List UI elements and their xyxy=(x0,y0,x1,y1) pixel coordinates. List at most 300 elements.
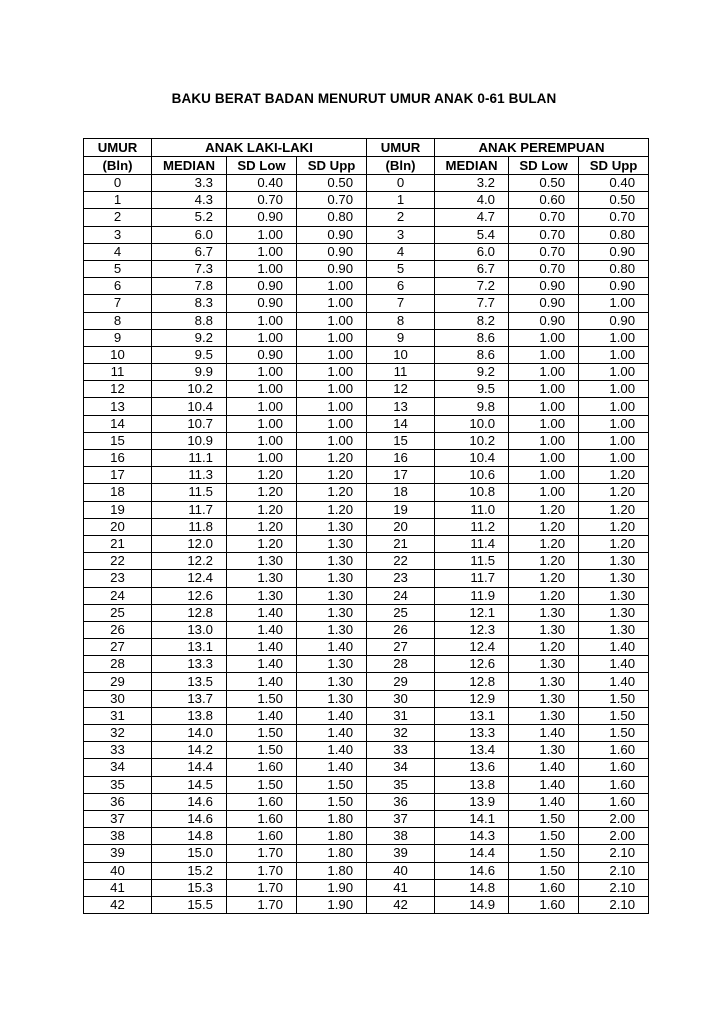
cell-sdlow-girls: 0.70 xyxy=(509,209,579,226)
cell-sdlow-boys: 1.70 xyxy=(227,845,297,862)
table-row xyxy=(84,278,649,295)
table-row xyxy=(84,346,649,363)
col-header-sdupp-boys: SD Upp xyxy=(297,157,367,175)
cell-median-girls: 10.8 xyxy=(435,484,509,501)
table-row xyxy=(84,656,649,673)
cell-median-boys: 6.7 xyxy=(152,243,227,260)
table-row xyxy=(84,759,649,776)
cell-median-boys: 9.2 xyxy=(152,329,227,346)
cell-median-girls: 6.0 xyxy=(435,243,509,260)
cell-sdlow-boys: 1.40 xyxy=(227,604,297,621)
cell-median-boys: 4.3 xyxy=(152,192,227,209)
cell-median-boys: 14.6 xyxy=(152,793,227,810)
cell-umur-girls: 41 xyxy=(367,879,435,896)
cell-sdlow-boys: 1.60 xyxy=(227,828,297,845)
cell-sdupp-girls: 2.10 xyxy=(579,862,649,879)
cell-sdupp-girls: 0.70 xyxy=(579,209,649,226)
cell-sdupp-boys: 1.80 xyxy=(297,828,367,845)
cell-umur-boys: 31 xyxy=(84,707,152,724)
cell-sdlow-girls: 1.60 xyxy=(509,896,579,913)
cell-sdlow-girls: 1.40 xyxy=(509,759,579,776)
table-row xyxy=(84,570,649,587)
cell-sdupp-boys: 1.00 xyxy=(297,415,367,432)
cell-sdlow-boys: 1.70 xyxy=(227,879,297,896)
cell-median-girls: 12.1 xyxy=(435,604,509,621)
cell-sdupp-boys: 1.00 xyxy=(297,329,367,346)
cell-sdlow-boys: 1.00 xyxy=(227,260,297,277)
table-row xyxy=(84,776,649,793)
cell-median-girls: 5.4 xyxy=(435,226,509,243)
cell-sdlow-boys: 1.50 xyxy=(227,776,297,793)
header-row-2 xyxy=(84,157,649,175)
cell-sdlow-boys: 1.00 xyxy=(227,415,297,432)
table-row xyxy=(84,450,649,467)
cell-umur-boys: 20 xyxy=(84,518,152,535)
cell-sdupp-girls: 1.30 xyxy=(579,553,649,570)
table-row xyxy=(84,587,649,604)
cell-umur-boys: 40 xyxy=(84,862,152,879)
cell-median-boys: 7.3 xyxy=(152,260,227,277)
cell-umur-boys: 0 xyxy=(84,175,152,192)
cell-median-girls: 12.4 xyxy=(435,639,509,656)
table-row xyxy=(84,725,649,742)
cell-sdupp-boys: 1.30 xyxy=(297,535,367,552)
cell-sdupp-boys: 1.30 xyxy=(297,570,367,587)
cell-sdupp-girls: 2.00 xyxy=(579,810,649,827)
cell-sdlow-boys: 0.90 xyxy=(227,278,297,295)
cell-sdlow-girls: 1.00 xyxy=(509,415,579,432)
cell-sdlow-girls: 1.00 xyxy=(509,484,579,501)
cell-median-boys: 12.6 xyxy=(152,587,227,604)
cell-umur-girls: 5 xyxy=(367,260,435,277)
cell-sdlow-girls: 1.50 xyxy=(509,810,579,827)
cell-umur-boys: 8 xyxy=(84,312,152,329)
col-header-boys-group: ANAK LAKI-LAKI xyxy=(152,139,367,157)
cell-sdupp-boys: 1.80 xyxy=(297,862,367,879)
cell-sdupp-boys: 1.30 xyxy=(297,673,367,690)
cell-umur-boys: 7 xyxy=(84,295,152,312)
cell-sdlow-girls: 1.50 xyxy=(509,845,579,862)
cell-umur-boys: 3 xyxy=(84,226,152,243)
cell-umur-girls: 22 xyxy=(367,553,435,570)
cell-umur-boys: 33 xyxy=(84,742,152,759)
cell-sdupp-boys: 1.20 xyxy=(297,484,367,501)
cell-umur-girls: 23 xyxy=(367,570,435,587)
cell-sdlow-girls: 1.00 xyxy=(509,364,579,381)
cell-median-girls: 11.7 xyxy=(435,570,509,587)
cell-sdupp-girls: 2.10 xyxy=(579,896,649,913)
cell-sdlow-boys: 1.00 xyxy=(227,364,297,381)
cell-sdupp-girls: 1.30 xyxy=(579,604,649,621)
cell-median-girls: 14.4 xyxy=(435,845,509,862)
cell-umur-girls: 26 xyxy=(367,621,435,638)
cell-sdupp-boys: 1.00 xyxy=(297,312,367,329)
cell-umur-boys: 41 xyxy=(84,879,152,896)
cell-umur-girls: 11 xyxy=(367,364,435,381)
cell-sdlow-boys: 1.20 xyxy=(227,484,297,501)
cell-median-girls: 14.8 xyxy=(435,879,509,896)
table-row xyxy=(84,621,649,638)
cell-umur-boys: 23 xyxy=(84,570,152,587)
cell-sdlow-girls: 1.20 xyxy=(509,587,579,604)
cell-sdlow-boys: 1.60 xyxy=(227,810,297,827)
cell-sdupp-girls: 1.00 xyxy=(579,295,649,312)
cell-sdupp-boys: 1.40 xyxy=(297,759,367,776)
cell-sdupp-boys: 1.20 xyxy=(297,501,367,518)
cell-sdlow-boys: 1.50 xyxy=(227,742,297,759)
cell-sdlow-girls: 1.20 xyxy=(509,501,579,518)
cell-median-girls: 14.9 xyxy=(435,896,509,913)
cell-sdupp-girls: 1.50 xyxy=(579,707,649,724)
table-row xyxy=(84,896,649,913)
cell-umur-girls: 15 xyxy=(367,432,435,449)
cell-umur-girls: 4 xyxy=(367,243,435,260)
cell-umur-boys: 24 xyxy=(84,587,152,604)
cell-sdupp-boys: 1.90 xyxy=(297,896,367,913)
cell-umur-boys: 1 xyxy=(84,192,152,209)
cell-sdlow-boys: 1.00 xyxy=(227,312,297,329)
cell-sdupp-girls: 1.00 xyxy=(579,346,649,363)
cell-sdlow-boys: 1.00 xyxy=(227,432,297,449)
col-header-median-boys: MEDIAN xyxy=(152,157,227,175)
cell-median-girls: 14.1 xyxy=(435,810,509,827)
cell-median-boys: 10.9 xyxy=(152,432,227,449)
cell-median-boys: 15.3 xyxy=(152,879,227,896)
table-row xyxy=(84,432,649,449)
cell-sdlow-boys: 1.20 xyxy=(227,501,297,518)
cell-umur-boys: 29 xyxy=(84,673,152,690)
cell-median-boys: 15.2 xyxy=(152,862,227,879)
table-row xyxy=(84,484,649,501)
table-row xyxy=(84,312,649,329)
cell-median-boys: 13.3 xyxy=(152,656,227,673)
cell-median-boys: 13.5 xyxy=(152,673,227,690)
cell-sdlow-girls: 0.70 xyxy=(509,260,579,277)
table-row xyxy=(84,226,649,243)
cell-median-boys: 11.7 xyxy=(152,501,227,518)
cell-sdupp-girls: 0.80 xyxy=(579,260,649,277)
cell-sdlow-girls: 1.30 xyxy=(509,656,579,673)
col-header-girls-group: ANAK PEREMPUAN xyxy=(435,139,649,157)
cell-median-girls: 8.6 xyxy=(435,346,509,363)
cell-umur-boys: 6 xyxy=(84,278,152,295)
cell-sdupp-girls: 1.40 xyxy=(579,639,649,656)
cell-median-girls: 12.9 xyxy=(435,690,509,707)
table-row xyxy=(84,518,649,535)
cell-sdlow-girls: 0.90 xyxy=(509,278,579,295)
col-header-unit-girls: (Bln) xyxy=(367,157,435,175)
cell-sdupp-boys: 1.80 xyxy=(297,845,367,862)
cell-umur-boys: 27 xyxy=(84,639,152,656)
cell-sdupp-girls: 1.60 xyxy=(579,793,649,810)
cell-median-girls: 3.2 xyxy=(435,175,509,192)
cell-median-boys: 11.8 xyxy=(152,518,227,535)
cell-sdlow-girls: 1.30 xyxy=(509,673,579,690)
cell-median-boys: 14.8 xyxy=(152,828,227,845)
cell-sdlow-boys: 1.30 xyxy=(227,587,297,604)
cell-median-boys: 10.7 xyxy=(152,415,227,432)
cell-umur-girls: 14 xyxy=(367,415,435,432)
cell-sdupp-boys: 1.00 xyxy=(297,295,367,312)
cell-sdlow-boys: 1.00 xyxy=(227,450,297,467)
cell-sdupp-girls: 1.30 xyxy=(579,587,649,604)
table-row xyxy=(84,175,649,192)
cell-umur-girls: 13 xyxy=(367,398,435,415)
cell-umur-boys: 9 xyxy=(84,329,152,346)
cell-sdlow-boys: 1.20 xyxy=(227,467,297,484)
cell-median-girls: 7.7 xyxy=(435,295,509,312)
cell-median-girls: 8.6 xyxy=(435,329,509,346)
cell-sdupp-boys: 0.80 xyxy=(297,209,367,226)
cell-umur-boys: 4 xyxy=(84,243,152,260)
cell-umur-girls: 18 xyxy=(367,484,435,501)
cell-sdlow-girls: 1.60 xyxy=(509,879,579,896)
cell-median-girls: 10.4 xyxy=(435,450,509,467)
cell-median-boys: 10.2 xyxy=(152,381,227,398)
cell-umur-girls: 36 xyxy=(367,793,435,810)
cell-sdlow-girls: 1.20 xyxy=(509,553,579,570)
cell-median-girls: 7.2 xyxy=(435,278,509,295)
cell-sdlow-girls: 1.20 xyxy=(509,535,579,552)
table-row xyxy=(84,295,649,312)
col-header-sdlow-girls: SD Low xyxy=(509,157,579,175)
cell-median-boys: 11.1 xyxy=(152,450,227,467)
cell-umur-boys: 30 xyxy=(84,690,152,707)
cell-sdlow-girls: 0.50 xyxy=(509,175,579,192)
cell-median-girls: 13.8 xyxy=(435,776,509,793)
cell-umur-boys: 32 xyxy=(84,725,152,742)
cell-sdlow-boys: 1.60 xyxy=(227,793,297,810)
cell-sdupp-girls: 1.00 xyxy=(579,415,649,432)
cell-median-girls: 4.7 xyxy=(435,209,509,226)
cell-median-girls: 13.4 xyxy=(435,742,509,759)
table-row xyxy=(84,467,649,484)
cell-sdlow-girls: 1.40 xyxy=(509,725,579,742)
cell-umur-girls: 38 xyxy=(367,828,435,845)
cell-sdlow-girls: 1.20 xyxy=(509,639,579,656)
cell-sdlow-boys: 1.00 xyxy=(227,226,297,243)
col-header-sdupp-girls: SD Upp xyxy=(579,157,649,175)
cell-umur-girls: 33 xyxy=(367,742,435,759)
document-title: BAKU BERAT BADAN MENURUT UMUR ANAK 0-61 BULAN xyxy=(171,91,557,106)
cell-sdlow-boys: 1.00 xyxy=(227,243,297,260)
cell-median-boys: 12.0 xyxy=(152,535,227,552)
cell-sdlow-girls: 1.00 xyxy=(509,450,579,467)
cell-sdlow-girls: 1.40 xyxy=(509,793,579,810)
table-row xyxy=(84,381,649,398)
cell-median-girls: 12.3 xyxy=(435,621,509,638)
cell-umur-girls: 25 xyxy=(367,604,435,621)
cell-sdlow-boys: 1.30 xyxy=(227,570,297,587)
cell-sdupp-boys: 1.20 xyxy=(297,450,367,467)
cell-umur-girls: 37 xyxy=(367,810,435,827)
cell-sdlow-girls: 1.50 xyxy=(509,862,579,879)
cell-median-boys: 7.8 xyxy=(152,278,227,295)
cell-median-boys: 5.2 xyxy=(152,209,227,226)
weight-for-age-table xyxy=(83,138,649,914)
cell-median-boys: 13.8 xyxy=(152,707,227,724)
col-header-sdlow-boys: SD Low xyxy=(227,157,297,175)
table-row xyxy=(84,707,649,724)
cell-sdupp-boys: 1.50 xyxy=(297,776,367,793)
cell-umur-boys: 2 xyxy=(84,209,152,226)
cell-median-girls: 12.8 xyxy=(435,673,509,690)
table-row xyxy=(84,673,649,690)
cell-umur-girls: 12 xyxy=(367,381,435,398)
cell-umur-girls: 0 xyxy=(367,175,435,192)
cell-sdupp-girls: 1.20 xyxy=(579,484,649,501)
cell-median-boys: 15.5 xyxy=(152,896,227,913)
cell-umur-girls: 32 xyxy=(367,725,435,742)
cell-sdupp-boys: 1.00 xyxy=(297,381,367,398)
cell-median-boys: 11.3 xyxy=(152,467,227,484)
cell-sdupp-girls: 1.60 xyxy=(579,742,649,759)
cell-median-boys: 9.5 xyxy=(152,346,227,363)
cell-sdupp-girls: 0.90 xyxy=(579,312,649,329)
table-row xyxy=(84,209,649,226)
table-row xyxy=(84,879,649,896)
cell-median-girls: 9.8 xyxy=(435,398,509,415)
cell-umur-boys: 21 xyxy=(84,535,152,552)
cell-median-boys: 14.4 xyxy=(152,759,227,776)
cell-sdlow-girls: 0.60 xyxy=(509,192,579,209)
cell-umur-girls: 21 xyxy=(367,535,435,552)
cell-sdupp-girls: 1.40 xyxy=(579,656,649,673)
cell-umur-boys: 26 xyxy=(84,621,152,638)
cell-umur-boys: 37 xyxy=(84,810,152,827)
table-row xyxy=(84,398,649,415)
cell-sdupp-girls: 1.30 xyxy=(579,621,649,638)
cell-umur-girls: 27 xyxy=(367,639,435,656)
col-header-median-girls: MEDIAN xyxy=(435,157,509,175)
cell-sdupp-boys: 1.00 xyxy=(297,364,367,381)
cell-sdlow-boys: 0.90 xyxy=(227,209,297,226)
cell-umur-boys: 25 xyxy=(84,604,152,621)
cell-sdlow-boys: 1.00 xyxy=(227,329,297,346)
cell-median-girls: 11.9 xyxy=(435,587,509,604)
cell-umur-girls: 40 xyxy=(367,862,435,879)
cell-sdlow-boys: 1.20 xyxy=(227,535,297,552)
cell-sdlow-boys: 1.50 xyxy=(227,690,297,707)
cell-umur-girls: 16 xyxy=(367,450,435,467)
cell-sdupp-girls: 0.50 xyxy=(579,192,649,209)
cell-sdlow-boys: 1.40 xyxy=(227,621,297,638)
cell-sdlow-boys: 1.20 xyxy=(227,518,297,535)
cell-sdupp-girls: 1.00 xyxy=(579,450,649,467)
cell-sdupp-girls: 1.00 xyxy=(579,329,649,346)
cell-median-girls: 11.4 xyxy=(435,535,509,552)
cell-sdupp-girls: 1.00 xyxy=(579,381,649,398)
col-header-umur-boys: UMUR xyxy=(84,139,152,157)
cell-median-boys: 10.4 xyxy=(152,398,227,415)
table-row xyxy=(84,810,649,827)
cell-sdupp-boys: 1.00 xyxy=(297,278,367,295)
cell-sdupp-boys: 1.20 xyxy=(297,467,367,484)
cell-median-girls: 13.1 xyxy=(435,707,509,724)
cell-sdlow-boys: 1.70 xyxy=(227,862,297,879)
cell-median-boys: 11.5 xyxy=(152,484,227,501)
table-row xyxy=(84,329,649,346)
cell-sdlow-girls: 0.90 xyxy=(509,295,579,312)
cell-sdupp-boys: 0.90 xyxy=(297,226,367,243)
cell-sdupp-boys: 0.90 xyxy=(297,243,367,260)
cell-umur-boys: 36 xyxy=(84,793,152,810)
cell-median-boys: 14.5 xyxy=(152,776,227,793)
cell-sdupp-girls: 1.40 xyxy=(579,673,649,690)
cell-median-girls: 12.6 xyxy=(435,656,509,673)
cell-sdupp-girls: 0.90 xyxy=(579,278,649,295)
cell-sdupp-boys: 1.40 xyxy=(297,742,367,759)
cell-sdupp-girls: 1.00 xyxy=(579,432,649,449)
cell-sdupp-boys: 1.30 xyxy=(297,656,367,673)
cell-sdlow-boys: 1.40 xyxy=(227,656,297,673)
cell-umur-girls: 20 xyxy=(367,518,435,535)
cell-sdupp-boys: 1.40 xyxy=(297,639,367,656)
cell-umur-boys: 39 xyxy=(84,845,152,862)
cell-umur-girls: 7 xyxy=(367,295,435,312)
cell-sdupp-boys: 0.90 xyxy=(297,260,367,277)
cell-median-boys: 15.0 xyxy=(152,845,227,862)
cell-median-boys: 13.1 xyxy=(152,639,227,656)
cell-sdlow-boys: 0.90 xyxy=(227,346,297,363)
cell-sdupp-boys: 1.80 xyxy=(297,810,367,827)
cell-median-girls: 11.2 xyxy=(435,518,509,535)
cell-sdlow-girls: 1.30 xyxy=(509,690,579,707)
cell-sdupp-girls: 1.00 xyxy=(579,398,649,415)
cell-sdlow-boys: 1.00 xyxy=(227,398,297,415)
table-row xyxy=(84,260,649,277)
cell-median-boys: 13.7 xyxy=(152,690,227,707)
cell-median-girls: 6.7 xyxy=(435,260,509,277)
cell-sdupp-girls: 1.60 xyxy=(579,759,649,776)
table-row xyxy=(84,364,649,381)
table-row xyxy=(84,535,649,552)
table-row xyxy=(84,604,649,621)
cell-median-girls: 14.6 xyxy=(435,862,509,879)
cell-umur-girls: 31 xyxy=(367,707,435,724)
cell-median-girls: 4.0 xyxy=(435,192,509,209)
cell-median-girls: 8.2 xyxy=(435,312,509,329)
cell-median-boys: 12.4 xyxy=(152,570,227,587)
cell-median-girls: 11.5 xyxy=(435,553,509,570)
cell-sdlow-girls: 1.20 xyxy=(509,518,579,535)
table-row xyxy=(84,828,649,845)
cell-sdupp-girls: 1.20 xyxy=(579,501,649,518)
cell-sdlow-boys: 0.90 xyxy=(227,295,297,312)
cell-sdlow-girls: 1.30 xyxy=(509,604,579,621)
cell-umur-boys: 11 xyxy=(84,364,152,381)
table-body xyxy=(84,175,649,914)
cell-umur-boys: 22 xyxy=(84,553,152,570)
cell-median-girls: 14.3 xyxy=(435,828,509,845)
cell-sdupp-girls: 1.20 xyxy=(579,518,649,535)
cell-sdupp-girls: 1.50 xyxy=(579,690,649,707)
cell-umur-girls: 34 xyxy=(367,759,435,776)
cell-sdupp-boys: 1.30 xyxy=(297,587,367,604)
cell-umur-boys: 17 xyxy=(84,467,152,484)
cell-umur-girls: 24 xyxy=(367,587,435,604)
cell-umur-boys: 28 xyxy=(84,656,152,673)
cell-sdlow-girls: 1.00 xyxy=(509,329,579,346)
cell-median-girls: 10.6 xyxy=(435,467,509,484)
cell-sdlow-girls: 1.00 xyxy=(509,467,579,484)
cell-umur-boys: 18 xyxy=(84,484,152,501)
cell-sdlow-boys: 1.70 xyxy=(227,896,297,913)
cell-umur-girls: 6 xyxy=(367,278,435,295)
cell-umur-girls: 10 xyxy=(367,346,435,363)
cell-median-boys: 8.3 xyxy=(152,295,227,312)
cell-umur-boys: 38 xyxy=(84,828,152,845)
